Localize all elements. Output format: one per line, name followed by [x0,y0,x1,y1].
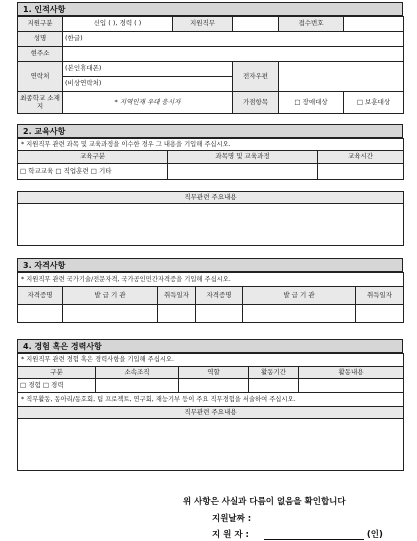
cert-input[interactable] [196,305,243,323]
experience-note-2: * 직무활동, 동아리/동호회, 팀 프로젝트, 연구회, 재능기부 등이 주요 직무경험을 서술하여 주십시오. [18,393,404,407]
contact-label: 연락처 [18,62,63,92]
edu-course-input[interactable] [168,164,318,180]
section-4-title: 4. 경험 혹은 경력사항 [17,339,403,353]
edu-type-options[interactable]: □ 학교교육 □ 직업훈련 □ 기타 [18,164,168,180]
school-note[interactable]: * 지역인재 우대 응시자 [63,92,233,114]
edu-col-course: 과목명 및 교육과정 [168,151,318,164]
education-note: * 지원직무 관련 과목 및 교육과정을 이수한 경우 그 내용을 기입해 주십시오. [18,139,404,151]
confirm-statement: 위 사항은 사실과 다름이 없음을 확인합니다 [183,497,346,507]
section-1-title: 1. 인적사항 [17,2,403,16]
exp-col-type: 구분 [18,367,96,379]
name-label: 성명 [18,32,63,47]
field-input[interactable] [233,17,279,32]
exp-input[interactable] [249,379,299,393]
edu-col-hours: 교육시간 [318,151,404,164]
school-label: 최종학교 소재지 [18,92,63,114]
date-label: 지원날짜 : [212,514,252,524]
applicant-row [212,528,402,540]
cert-col-name: 자격증명 [18,287,63,305]
certificate-note: * 지원직무 관련 국가기술/전문자격, 국가공인민간자격증을 기입해 주십시오. [18,273,404,287]
bonus-label: 가점항목 [233,92,279,114]
cert-input[interactable] [243,305,356,323]
exp-type-options[interactable]: □ 경험 □ 경력 [18,379,96,393]
edu-content-input[interactable] [18,204,404,246]
support-type-field[interactable]: 신입 ( ), 경력 ( ) [63,17,173,32]
exp-col-period: 활동기간 [249,367,299,379]
cert-input[interactable] [356,305,404,323]
name-input[interactable]: (한글) [63,32,404,47]
experience-table [17,353,404,471]
cert-col-name: 자격증명 [196,287,243,305]
exp-input[interactable] [299,379,404,393]
receipt-label: 접수번호 [279,17,344,32]
signature-line[interactable] [264,531,364,540]
support-type-label: 지원구분 [18,17,63,32]
veteran-checkbox[interactable]: □ 보훈대상 [344,92,404,114]
email-input[interactable] [279,62,404,92]
cert-col-date: 취득일자 [158,287,196,305]
receipt-input[interactable] [344,17,404,32]
edu-hours-input[interactable] [318,164,404,180]
disabled-checkbox[interactable]: □ 장애대상 [279,92,344,114]
email-label: 전자우편 [233,62,279,92]
exp-input[interactable] [96,379,179,393]
edu-col-type: 교육구분 [18,151,168,164]
emergency-input[interactable]: (비상연락처) [63,77,233,92]
cert-input[interactable] [158,305,196,323]
cert-col-issuer: 발 급 기 관 [243,287,356,305]
section-2-title: 2. 교육사항 [17,124,403,138]
address-label: 현주소 [18,47,63,62]
exp-col-role: 역할 [179,367,249,379]
experience-note: * 지원직무 관련 경험 혹은 경력사항을 기입해 주십시오. [18,354,404,367]
applicant-label: 지 원 자 : [212,530,249,540]
edu-content-label: 직무관련 주요내용 [18,192,404,204]
personal-info-table [17,16,404,114]
exp-col-org: 소속조직 [96,367,179,379]
cert-col-issuer: 발 급 기 관 [63,287,158,305]
cert-input[interactable] [63,305,158,323]
seal-mark: (인) [366,530,383,540]
exp-input[interactable] [179,379,249,393]
exp-content-label: 직무관련 주요내용 [18,407,404,419]
exp-content-input[interactable] [18,419,404,471]
address-input[interactable] [63,47,404,62]
field-label: 지원직무 [173,17,233,32]
cert-input[interactable] [18,305,63,323]
exp-col-activity: 활동내용 [299,367,404,379]
cert-col-date: 취득일자 [356,287,404,305]
certificate-table [17,272,404,323]
mobile-input[interactable]: (본인휴대폰) [63,62,233,77]
section-3-title: 3. 자격사항 [17,258,403,272]
education-table [17,138,404,246]
